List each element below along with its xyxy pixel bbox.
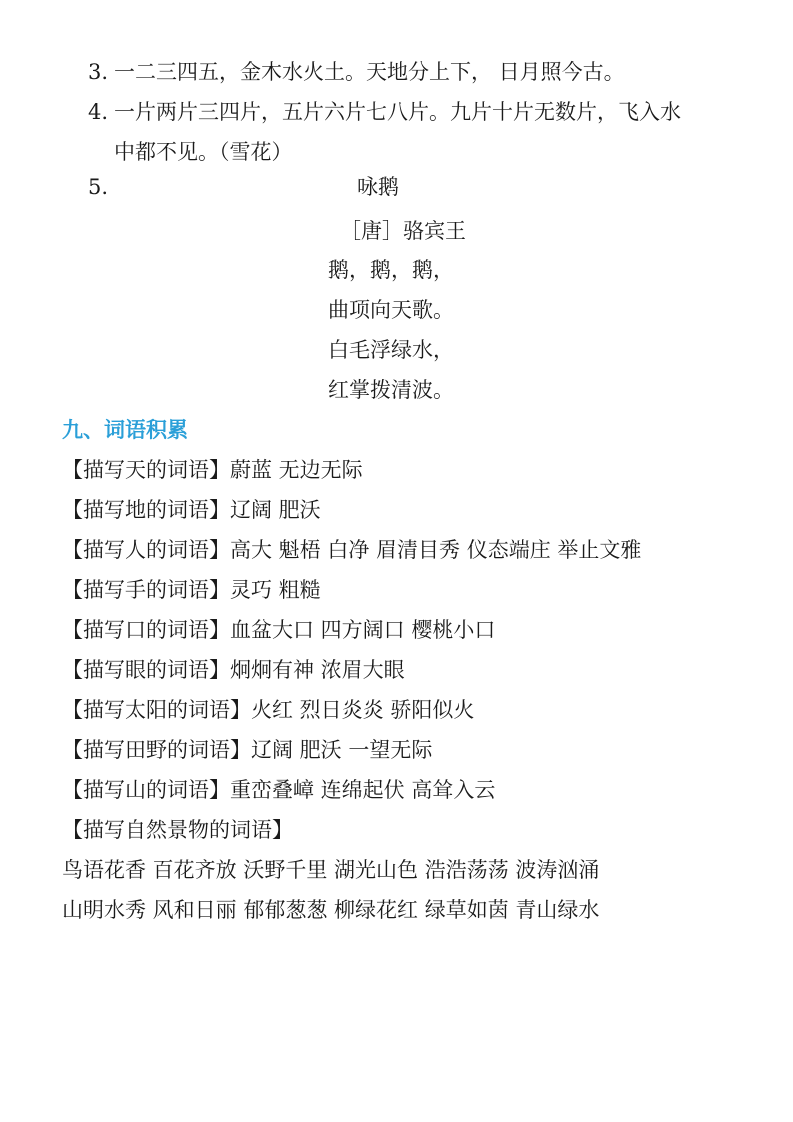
category-words: 血盆大口 四方阔口 樱桃小口 — [230, 618, 496, 642]
category-label: 【描写天的词语】 — [62, 458, 230, 482]
poem-author: ［唐］骆宾王 — [340, 219, 466, 243]
category-words: 辽阔 肥沃 — [230, 498, 321, 522]
item-text: 一二三四五，金木水火土。天地分上下， 日月照今古。 — [114, 60, 625, 84]
item-number: 3. — [88, 60, 109, 84]
poem-line: 曲项向天歌。 — [328, 298, 454, 322]
category-row-mountain — [62, 770, 495, 810]
category-label: 【描写人的词语】 — [62, 538, 230, 562]
category-row-sky — [62, 450, 363, 490]
item-number: 4. — [88, 100, 109, 124]
item-number: 5. — [88, 175, 109, 199]
category-row-fields — [62, 730, 432, 770]
category-words: 重峦叠嶂 连绵起伏 高耸入云 — [230, 778, 496, 802]
poem-line: 红掌拨清波。 — [328, 378, 454, 402]
category-label: 【描写山的词语】 — [62, 778, 230, 802]
category-row-nature — [62, 810, 293, 850]
category-row-eyes — [62, 650, 405, 690]
category-label: 【描写太阳的词语】 — [62, 698, 251, 722]
poem-line: 白毛浮绿水， — [328, 338, 454, 362]
nature-words-row: 鸟语花香 百花齐放 沃野千里 湖光山色 浩浩荡荡 波涛汹涌 — [62, 858, 600, 882]
item-text-line-1: 一片两片三四片，五片六片七八片。九片十片无数片，飞入水 — [114, 100, 681, 124]
category-label: 【描写口的词语】 — [62, 618, 230, 642]
category-label: 【描写手的词语】 — [62, 578, 230, 602]
poem-title: 咏鹅 — [357, 175, 399, 199]
category-words: 辽阔 肥沃 一望无际 — [251, 738, 433, 762]
category-label: 【描写眼的词语】 — [62, 658, 230, 682]
category-row-mouth — [62, 610, 495, 650]
category-words: 蔚蓝 无边无际 — [230, 458, 363, 482]
section-title: 九、词语积累 — [62, 418, 188, 442]
item-text-line-2: 中都不见。（雪花） — [114, 140, 293, 164]
category-row-hand — [62, 570, 321, 610]
category-words: 炯炯有神 浓眉大眼 — [230, 658, 405, 682]
category-label: 【描写田野的词语】 — [62, 738, 251, 762]
category-label: 【描写地的词语】 — [62, 498, 230, 522]
category-label: 【描写自然景物的词语】 — [62, 818, 293, 842]
poem-line: 鹅，鹅，鹅， — [328, 258, 454, 282]
nature-words-row: 山明水秀 风和日丽 郁郁葱葱 柳绿花红 绿草如茵 青山绿水 — [62, 898, 600, 922]
category-row-sun — [62, 690, 474, 730]
category-row-person — [62, 530, 641, 570]
category-words: 灵巧 粗糙 — [230, 578, 321, 602]
category-words: 火红 烈日炎炎 骄阳似火 — [251, 698, 475, 722]
category-words: 高大 魁梧 白净 眉清目秀 仪态端庄 举止文雅 — [230, 538, 642, 562]
category-row-land — [62, 490, 321, 530]
